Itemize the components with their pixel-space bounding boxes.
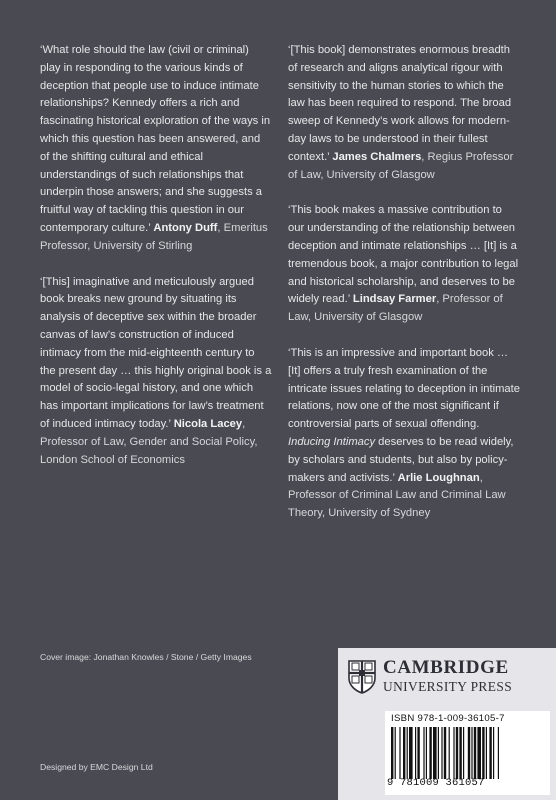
barcode-bar bbox=[433, 727, 437, 779]
barcode-bar bbox=[429, 727, 431, 779]
barcode-bar bbox=[417, 727, 419, 779]
book-title-italic: Inducing Intimacy bbox=[288, 435, 376, 448]
barcode-bar bbox=[453, 727, 454, 779]
reviewer-name: Arlie Loughnan bbox=[397, 471, 480, 484]
barcode-bar bbox=[444, 727, 446, 779]
barcode-bar bbox=[409, 727, 413, 779]
barcode-bar bbox=[486, 727, 487, 779]
barcode-bar bbox=[415, 727, 416, 779]
review-farmer bbox=[288, 202, 520, 327]
review-quote: ‘[This book] demonstrates enormous breadth of research and aligns analytical rigour with sensitivity to the human stories to which the law has been required to respond. The broad sweep of Kennedy’s work allows for modern-day laws to be understood in their fullest context.’ bbox=[288, 44, 512, 163]
reviewer-name: James Chalmers bbox=[332, 150, 422, 163]
barcode-bars bbox=[391, 727, 544, 779]
review-loughnan bbox=[288, 345, 520, 523]
barcode-bar bbox=[395, 727, 396, 779]
barcode-bar bbox=[482, 727, 484, 779]
barcode-bar bbox=[468, 727, 470, 779]
review-quote bbox=[288, 347, 520, 484]
publisher-name: CAMBRIDGE bbox=[383, 657, 509, 678]
reviewer-affiliation: , Regius Professor of Law, University of Glasgow bbox=[288, 150, 514, 181]
barcode-bar bbox=[463, 727, 464, 779]
review-quote: ‘[This] imaginative and meticulously argued book breaks new ground by situating its analysis of deceptive sex within the broader canvas of law’s construction of induced intimacy from the mid-eighteenth century to the present day … this highly original book is a model of socio-legal history, and one which has important implications for law’s treatment of induced intimacy today.’ bbox=[40, 275, 272, 430]
isbn-label: ISBN 978-1-009-36105-7 bbox=[391, 713, 505, 724]
reviewer-affiliation: , Professor of Criminal Law and Criminal Law Theory, University of Sydney bbox=[288, 471, 506, 520]
reviewer-affiliation: , Emeritus Professor, University of Stirling bbox=[40, 221, 268, 252]
quote-text: deserves to be read widely, by scholars and students, but also by policy-makers and activists.’ bbox=[288, 435, 514, 484]
barcode-bar bbox=[489, 727, 491, 779]
barcode-bar bbox=[441, 727, 442, 779]
barcode-bar bbox=[477, 727, 481, 779]
review-quote: ‘This book makes a massive contribution to our understanding of the relationship between deception and intimate relationships … [It] is a tremendous book, a major contribution to legal and historical scholarship, and deserves to be widely read.’ bbox=[288, 204, 519, 306]
barcode-bar bbox=[426, 727, 427, 779]
reviewer-name: Lindsay Farmer bbox=[352, 293, 437, 306]
review-lacey bbox=[40, 274, 272, 470]
barcode-digits: 9 781009 361057 bbox=[387, 777, 485, 789]
barcode-bar bbox=[474, 727, 476, 779]
publisher-press: UNIVERSITY PRESS bbox=[383, 679, 513, 694]
barcode-bar bbox=[438, 727, 439, 779]
barcode-bar bbox=[493, 727, 494, 779]
reviewer-name: Nicola Lacey bbox=[173, 417, 243, 430]
publisher-panel bbox=[338, 648, 556, 800]
left-reviews-column bbox=[40, 42, 272, 487]
barcode-bar bbox=[459, 727, 461, 779]
barcode-bar bbox=[403, 727, 405, 779]
reviewer-affiliation: , Professor of Law, University of Glasgow bbox=[288, 293, 503, 324]
barcode-bar bbox=[449, 727, 450, 779]
designer-credit: Designed by EMC Design Ltd bbox=[40, 762, 153, 772]
cambridge-crest-icon bbox=[348, 660, 376, 694]
barcode-bar bbox=[471, 727, 472, 779]
barcode-bar bbox=[423, 727, 424, 779]
reviewer-affiliation: , Professor of Law, Gender and Social Policy, London School of Economics bbox=[40, 417, 258, 466]
barcode-bar bbox=[498, 727, 499, 779]
review-quote: ‘What role should the law (civil or criminal) play in responding to the various kinds of deception that people use to induce intimate relationships? Kennedy offers a rich and fascinating historical exploration of the ways in which this question has been answered, and of the shifting cultural and ethical understandings of such relationships that underpin those answers; and she suggests a fruitful way of tackling this question in our contemporary culture.’ bbox=[40, 44, 271, 234]
barcode-bar bbox=[407, 727, 408, 779]
review-chalmers bbox=[288, 42, 520, 184]
barcode-bar bbox=[391, 727, 393, 779]
barcode-bar bbox=[456, 727, 458, 779]
reviewer-name: Antony Duff bbox=[153, 221, 218, 234]
barcode-bar bbox=[399, 727, 400, 779]
barcode bbox=[385, 711, 550, 795]
cover-image-credit: Cover image: Jonathan Knowles / Stone / Getty Images bbox=[40, 652, 252, 662]
right-reviews-column bbox=[288, 42, 520, 541]
review-duff bbox=[40, 42, 272, 256]
quote-text: ‘This is an impressive and important book … [It] offers a truly fresh examination of the intricate issues relating to deception in intimate relations, now one of the most significant if controversial parts of sexual offending. bbox=[288, 346, 520, 431]
